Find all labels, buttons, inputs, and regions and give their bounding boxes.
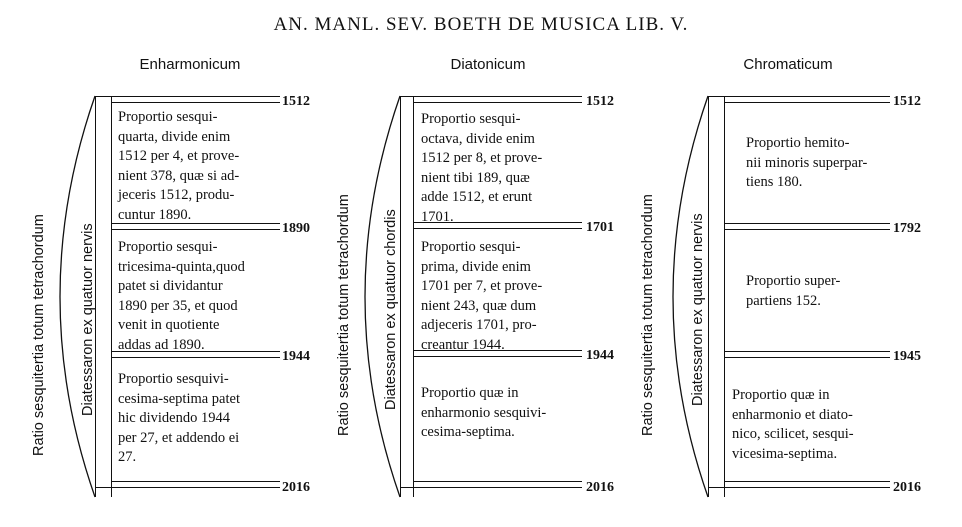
number-1512: 1512 <box>893 94 921 109</box>
number-1792: 1792 <box>893 221 921 236</box>
outer-ratio-label: Ratio sesquitertia totum tetrachordum <box>640 194 656 436</box>
number-1944: 1944 <box>282 349 310 364</box>
rule-top <box>708 96 890 97</box>
cell-text: Proportio sesqui- quarta, divide enim 1512 per 4, et prove- nient 378, quæ si ad- jeceris 1512, produ- cuntur 1890. <box>118 109 240 223</box>
cell-text: Proportio quæ in enharmonio sesquivi- cesima-septima. <box>421 385 547 440</box>
number-2016: 2016 <box>586 480 614 495</box>
number-2016: 2016 <box>282 480 310 495</box>
rule-2016-a <box>724 481 890 482</box>
cell-text: Proportio super- partiens 152. <box>746 273 841 309</box>
rule-1792-b <box>724 229 890 230</box>
cell-text: Proportio sesqui- prima, divide enim 1701 per 7, et prove- nient 243, quæ dum adjeceris 1701, pro- creantur 1944. <box>421 239 543 353</box>
cell-text: Proportio hemito- nii minoris superpar- tiens 180. <box>746 135 868 190</box>
rule-1512 <box>724 102 890 103</box>
number-1890: 1890 <box>282 221 310 236</box>
page-title: AN. MANL. SEV. BOETH DE MUSICA LIB. V. <box>273 14 689 35</box>
column-heading: Enharmonicum <box>139 56 241 73</box>
number-1512: 1512 <box>282 94 310 109</box>
column-heading: Diatonicum <box>450 56 526 73</box>
inner-diatessaron-label: Diatessaron ex quatuor chordis <box>383 209 399 410</box>
rule-1945-b <box>724 357 890 358</box>
inner-diatessaron-label: Diatessaron ex quatuor nervis <box>80 223 96 416</box>
column-heading: Chromaticum <box>743 56 833 73</box>
rule-2016-b <box>708 487 890 488</box>
number-1944: 1944 <box>586 348 614 363</box>
inner-vertical-line <box>724 96 725 497</box>
cell-text: Proportio sesquivi- cesima-septima patet hic dividendo 1944 per 27, et addendo ei 27. <box>118 371 240 465</box>
cell-text: Proportio sesqui- tricesima-quinta,quod patet si dividantur 1890 per 35, et quod venit in quotiente addas ad 1890. <box>118 239 245 353</box>
number-1701: 1701 <box>586 220 614 235</box>
outer-ratio-label: Ratio sesquitertia totum tetrachordum <box>31 214 47 456</box>
number-1512: 1512 <box>586 94 614 109</box>
outer-vertical-line <box>708 96 709 497</box>
rule-1792-a <box>724 223 890 224</box>
inner-diatessaron-label: Diatessaron ex quatuor nervis <box>690 213 706 406</box>
number-1945: 1945 <box>893 349 921 364</box>
rule-1945-a <box>724 351 890 352</box>
number-2016: 2016 <box>893 480 921 495</box>
cell-text: Proportio sesqui- octava, divide enim 1512 per 8, et prove- nient tibi 189, quæ adde 1512, et erunt 1701. <box>421 111 543 225</box>
outer-ratio-label: Ratio sesquitertia totum tetrachordum <box>336 194 352 436</box>
cell-text: Proportio quæ in enharmonio et diato- nico, scilicet, sesqui- vicesima-septima. <box>732 387 854 462</box>
